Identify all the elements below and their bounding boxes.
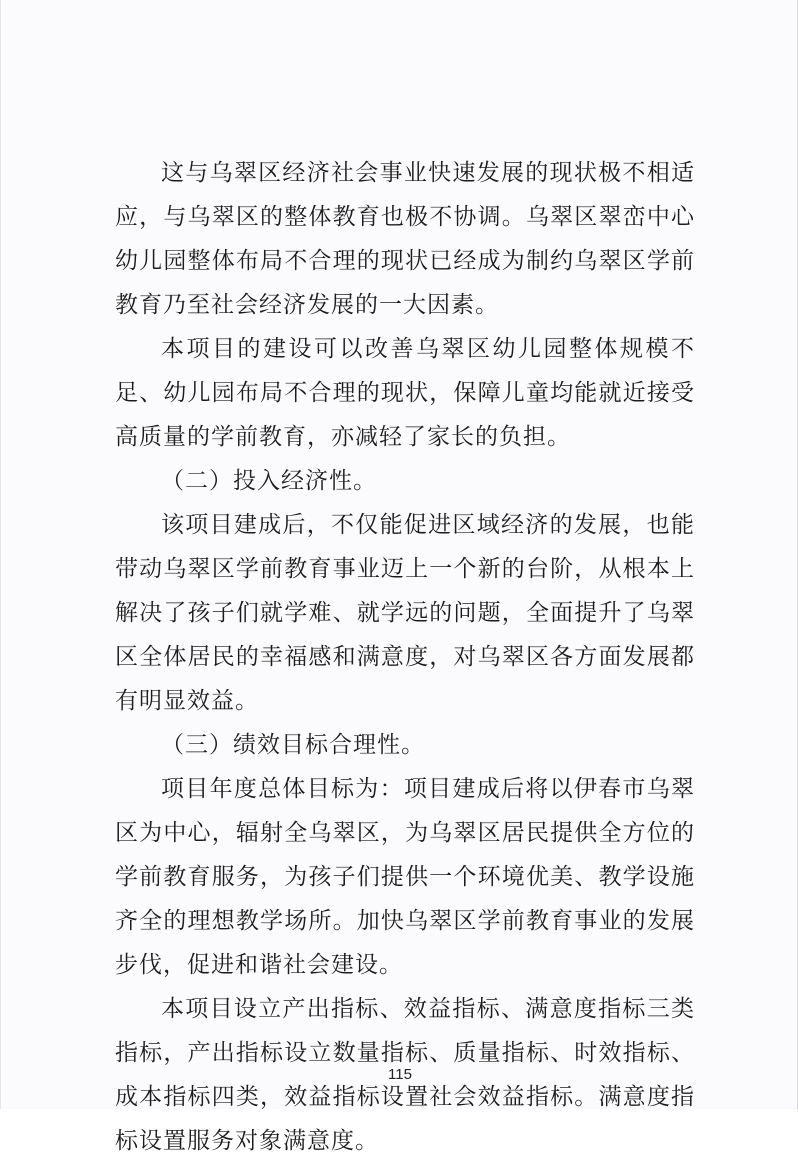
section-heading: （三）绩效目标合理性。 xyxy=(161,732,425,758)
paragraph: 项目年度总体目标为：项目建成后将以伊春市乌翠区为中心，辐射全乌翠区，为乌翠区居民提供全方位的学前教育服务，为孩子们提供一个环境优美、教学设施齐全的理想教学场所。加快乌翠区学前教育事业的发展步伐，促进和谐社会建设。 xyxy=(115,776,695,978)
body-text xyxy=(115,151,695,1163)
paragraph: 本项目设立产出指标、效益指标、满意度指标三类指标，产出指标设立数量指标、质量指标、时效指标、成本指标四类，效益指标设置社会效益指标。满意度指标设置服务对象满意度。 xyxy=(115,996,695,1154)
paragraph: 这与乌翠区经济社会事业快速发展的现状极不相适应，与乌翠区的整体教育也极不协调。乌翠区翠峦中心幼儿园整体布局不合理的现状已经成为制约乌翠区学前教育乃至社会经济发展的一大因素。 xyxy=(115,160,695,318)
section-heading: （二）投入经济性。 xyxy=(161,468,377,494)
paragraph: 本项目的建设可以改善乌翠区幼儿园整体规模不足、幼儿园布局不合理的现状，保障儿童均能就近接受高质量的学前教育，亦减轻了家长的负担。 xyxy=(115,336,695,450)
page-number: 115 xyxy=(388,1066,412,1083)
paragraph: 该项目建成后，不仅能促进区域经济的发展，也能带动乌翠区学前教育事业迈上一个新的台阶，从根本上解决了孩子们就学难、就学远的问题，全面提升了乌翠区全体居民的幸福感和满意度，对乌翠区各方面发展都有明显效益。 xyxy=(115,512,695,714)
